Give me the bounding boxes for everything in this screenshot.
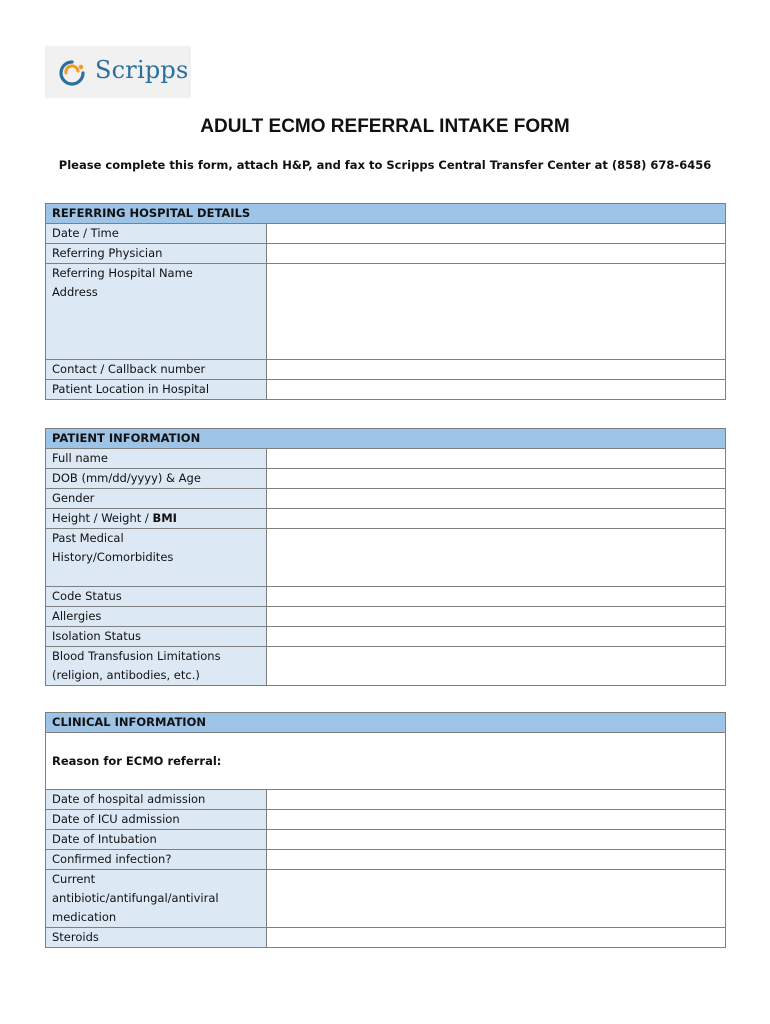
table-row — [46, 647, 726, 686]
table-row — [46, 790, 726, 810]
reason-label: Reason for ECMO referral: — [52, 753, 222, 768]
field-label-text: Height / Weight / — [52, 511, 153, 525]
field-label-line: Current — [52, 872, 96, 886]
table-row — [46, 627, 726, 647]
field-label — [46, 529, 267, 587]
section-header: PATIENT INFORMATION — [46, 429, 726, 449]
patient-location-field[interactable] — [267, 380, 726, 400]
table-row — [46, 264, 726, 360]
field-label: Date / Time — [46, 224, 267, 244]
hospital-admission-date-field[interactable] — [267, 790, 726, 810]
hospital-name-address-field[interactable] — [267, 264, 726, 360]
table-row — [46, 850, 726, 870]
table-row — [46, 733, 726, 790]
blood-transfusion-field[interactable] — [267, 647, 726, 686]
field-label: Isolation Status — [46, 627, 267, 647]
scripps-swirl-logo-icon — [57, 58, 87, 88]
height-weight-bmi-field[interactable] — [267, 509, 726, 529]
table-row — [46, 224, 726, 244]
code-status-field[interactable] — [267, 587, 726, 607]
field-label-line: Past Medical — [52, 531, 124, 545]
icu-admission-date-field[interactable] — [267, 810, 726, 830]
field-label-line: Address — [52, 285, 98, 299]
table-row — [46, 469, 726, 489]
table-row — [46, 360, 726, 380]
table-row — [46, 928, 726, 948]
contact-callback-field[interactable] — [267, 360, 726, 380]
patient-information-section — [45, 428, 726, 686]
confirmed-infection-field[interactable] — [267, 850, 726, 870]
date-time-field[interactable] — [267, 224, 726, 244]
table-row — [46, 607, 726, 627]
dob-age-field[interactable] — [267, 469, 726, 489]
field-label-line: medication — [52, 910, 117, 924]
form-instructions: Please complete this form, attach H&P, and fax to Scripps Central Transfer Center at (858) 678-6456 — [58, 158, 712, 172]
referring-physician-field[interactable] — [267, 244, 726, 264]
table-row — [46, 587, 726, 607]
table-row — [46, 244, 726, 264]
field-label: Contact / Callback number — [46, 360, 267, 380]
field-label: Code Status — [46, 587, 267, 607]
field-label-line: History/Comorbidites — [52, 550, 174, 564]
field-label-line: Blood Transfusion Limitations — [52, 649, 221, 663]
field-label: Referring Physician — [46, 244, 267, 264]
gender-field[interactable] — [267, 489, 726, 509]
field-label: Steroids — [46, 928, 267, 948]
field-label — [46, 647, 267, 686]
field-label: Date of Intubation — [46, 830, 267, 850]
intubation-date-field[interactable] — [267, 830, 726, 850]
field-label: Confirmed infection? — [46, 850, 267, 870]
table-row — [46, 810, 726, 830]
table-row — [46, 489, 726, 509]
field-label-line: Referring Hospital Name — [52, 266, 193, 280]
allergies-field[interactable] — [267, 607, 726, 627]
clinical-information-section — [45, 712, 726, 948]
table-row — [46, 380, 726, 400]
table-row — [46, 509, 726, 529]
section-header: REFERRING HOSPITAL DETAILS — [46, 204, 726, 224]
referring-hospital-section — [45, 203, 726, 400]
field-label: Gender — [46, 489, 267, 509]
form-title: ADULT ECMO REFERRAL INTAKE FORM — [200, 116, 570, 137]
field-label: Patient Location in Hospital — [46, 380, 267, 400]
steroids-field[interactable] — [267, 928, 726, 948]
field-label — [46, 870, 267, 928]
field-label: Date of hospital admission — [46, 790, 267, 810]
logo-text: Scripps — [95, 56, 189, 84]
medical-history-field[interactable] — [267, 529, 726, 587]
scripps-logo — [45, 46, 191, 98]
full-name-field[interactable] — [267, 449, 726, 469]
field-label-line: antibiotic/antifungal/antiviral — [52, 891, 219, 905]
reason-for-referral-field[interactable] — [46, 733, 726, 790]
field-label: Date of ICU admission — [46, 810, 267, 830]
field-label — [46, 509, 267, 529]
field-label: DOB (mm/dd/yyyy) & Age — [46, 469, 267, 489]
field-label: Full name — [46, 449, 267, 469]
current-medication-field[interactable] — [267, 870, 726, 928]
table-row — [46, 529, 726, 587]
table-row — [46, 830, 726, 850]
field-label: Allergies — [46, 607, 267, 627]
field-label-line: (religion, antibodies, etc.) — [52, 668, 200, 682]
field-label-bold: BMI — [152, 511, 177, 525]
section-header: CLINICAL INFORMATION — [46, 713, 726, 733]
table-row — [46, 870, 726, 928]
table-row — [46, 449, 726, 469]
field-label — [46, 264, 267, 360]
isolation-status-field[interactable] — [267, 627, 726, 647]
